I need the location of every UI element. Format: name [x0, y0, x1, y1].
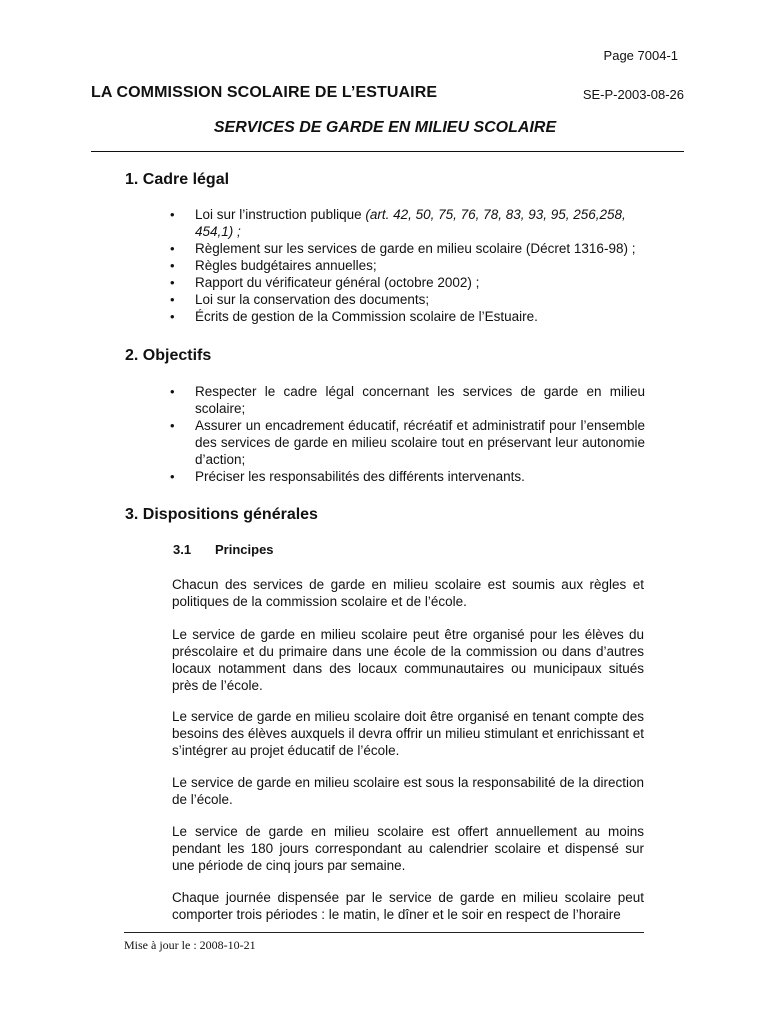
- objectifs-list: [0, 383, 770, 485]
- list-item-text: Écrits de gestion de la Commission scolaire de l’Estuaire.: [195, 309, 538, 324]
- list-item: [0, 274, 645, 291]
- list-item-italic-text: (art. 42, 50, 75, 76, 78, 83, 93, 95, 256,258, 454,1) ;: [195, 207, 626, 239]
- page-number: Page 7004-1: [603, 48, 678, 63]
- list-item: [0, 383, 645, 417]
- paragraph: Le service de garde en milieu scolaire peut être organisé pour les élèves du préscolaire et du primaire dans une école de la commission ou dans d’autres locaux notamment dans des locaux communautaires ou municipaux situés près de l’école.: [172, 627, 644, 693]
- list-item: [0, 417, 645, 468]
- paragraph: Chaque journée dispensée par le service de garde en milieu scolaire peut comporter trois périodes : le matin, le dîner et le soir en respect de l’horaire: [172, 890, 644, 922]
- paragraph: Chacun des services de garde en milieu scolaire est soumis aux règles et politiques de la commission scolaire et de l’école.: [172, 577, 644, 609]
- list-item-text: Rapport du vérificateur général (octobre 2002) ;: [195, 275, 480, 290]
- list-item: [0, 240, 645, 257]
- list-item-text: Loi sur la conservation des documents;: [195, 292, 430, 307]
- list-item: [0, 206, 645, 240]
- section-heading-cadre-legal: 1. Cadre légal: [125, 171, 230, 188]
- footer-divider: [124, 932, 644, 933]
- subsection-number: 3.1: [173, 542, 192, 557]
- list-item-text: Règles budgétaires annuelles;: [195, 258, 377, 273]
- list-item-text: Loi sur l’instruction publique: [195, 207, 366, 222]
- document-title: SERVICES DE GARDE EN MILIEU SCOLAIRE: [213, 119, 557, 136]
- document-code: SE-P-2003-08-26: [582, 87, 684, 102]
- bullet-icon: •: [170, 207, 175, 222]
- list-item: [0, 257, 645, 274]
- list-item: [0, 291, 645, 308]
- bullet-icon: •: [170, 469, 175, 484]
- subsection-title: Principes: [215, 542, 274, 557]
- paragraph: Le service de garde en milieu scolaire est sous la responsabilité de la direction de l’école.: [172, 775, 644, 807]
- section-heading-dispositions-generales: 3. Dispositions générales: [125, 506, 318, 523]
- bullet-icon: •: [170, 309, 175, 324]
- list-item-text: Assurer un encadrement éducatif, récréatif et administratif pour l’ensemble des services de garde en milieu scolaire tout en préservant leur autonomie d’action;: [195, 418, 645, 467]
- bullet-icon: •: [170, 241, 175, 256]
- list-item-text: Préciser les responsabilités des différents intervenants.: [195, 469, 525, 484]
- paragraph: Le service de garde en milieu scolaire doit être organisé en tenant compte des besoins des élèves auxquels il devra offrir un milieu stimulant et enrichissant et s’intégrer au projet éducatif de l’école.: [172, 709, 644, 758]
- list-item: [0, 308, 645, 325]
- header-divider: [91, 151, 684, 152]
- list-item-text: Respecter le cadre légal concernant les services de garde en milieu scolaire;: [195, 384, 645, 416]
- footer-update-date: Mise à jour le : 2008-10-21: [124, 938, 256, 952]
- bullet-icon: •: [170, 418, 175, 433]
- cadre-legal-list: [0, 206, 770, 325]
- bullet-icon: •: [170, 258, 175, 273]
- paragraph: Le service de garde en milieu scolaire est offert annuellement au moins pendant les 180 jours correspondant au calendrier scolaire et dispensé sur une période de cinq jours par semaine.: [172, 824, 644, 873]
- bullet-icon: •: [170, 275, 175, 290]
- organization-name: LA COMMISSION SCOLAIRE DE L’ESTUAIRE: [91, 84, 438, 101]
- bullet-icon: •: [170, 384, 175, 399]
- section-heading-objectifs: 2. Objectifs: [125, 347, 212, 364]
- bullet-icon: •: [170, 292, 175, 307]
- list-item: [0, 468, 645, 485]
- list-item-text: Règlement sur les services de garde en milieu scolaire (Décret 1316-98) ;: [195, 241, 636, 256]
